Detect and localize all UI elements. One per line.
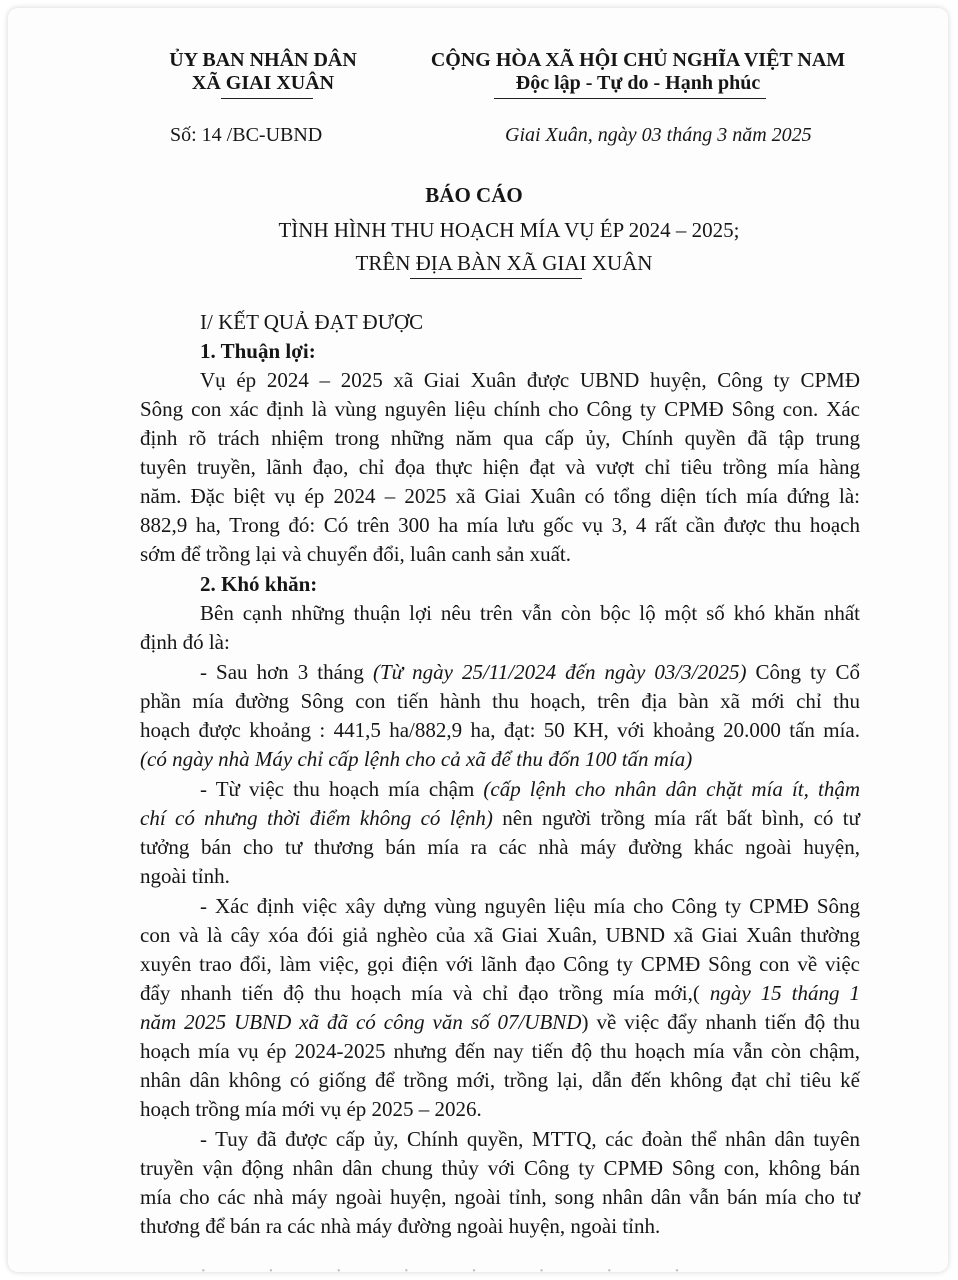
paragraph-line: năm. Đặc biệt vụ ép 2024 – 2025 xã Giai Xuân có tổng diện tích mía đứng là: (140, 484, 860, 508)
bullet-1-dates: (Từ ngày 25/11/2024 đến ngày 03/3/2025) (372, 660, 747, 684)
bullet-1-prefix: - Sau hơn 3 tháng (200, 660, 373, 684)
motto-underline (494, 98, 766, 99)
bullet-2-line-2 (140, 804, 860, 833)
paragraph-line: thương để bán ra các nhà máy đường ngoài huyện, ngoài tỉnh. (140, 1214, 661, 1238)
title-underline (410, 278, 582, 279)
issuer-underline (221, 98, 313, 99)
document-number: Số: 14 /BC-UBND (170, 124, 323, 146)
bullet-2-prefix: - Từ việc thu hoạch mía chậm (200, 777, 484, 801)
paragraph-line: nhân dân không có giống để trồng mới, trồng lại, dẫn đến không đạt chỉ tiêu kế (140, 1068, 860, 1092)
paragraph-line: định đó là: (140, 630, 230, 654)
subheading-advantages: 1. Thuận lợi: (200, 339, 316, 363)
paragraph-line: 882,9 ha, Trong đó: Có trên 300 ha mía lưu gốc vụ 3, 4 rất cần được thu hoạch (140, 513, 860, 537)
bullet-1-line-1 (200, 658, 860, 687)
section-heading: I/ KẾT QUẢ ĐẠT ĐƯỢC (200, 310, 424, 334)
paragraph-line: tưởng bán cho tư thương bán mía ra các nhà máy đường khác ngoài huyện, (140, 835, 860, 859)
paragraph-line: - Xác định việc xây dựng vùng nguyên liệu mía cho Công ty CPMĐ Sông (200, 894, 860, 918)
bullet-3-line-4 (140, 979, 860, 1008)
bullet-3-italic-cont: năm 2025 UBND xã đã có công văn số 07/UBND (140, 1010, 582, 1034)
bullet-2-italic: (cấp lệnh cho nhân dân chặt mía ít, thậm (483, 777, 860, 801)
paragraph-line: sớm để trồng lại và chuyển đổi, luân canh sản xuất. (140, 542, 571, 566)
bullet-2-italic-cont: chí có nhưng thời điểm không có lệnh) (140, 806, 493, 830)
paragraph-line: Vụ ép 2024 – 2025 xã Giai Xuân được UBND huyện, Công ty CPMĐ (200, 368, 860, 392)
issuer-name: ỦY BAN NHÂN DÂN (169, 49, 357, 71)
cutoff-text-fragment: · · · · · · · · (200, 1260, 709, 1272)
paragraph-line: (có ngày nhà Máy chỉ cấp lệnh cho cả xã để thu đốn 100 tấn mía) (140, 747, 693, 771)
national-title: CỘNG HÒA XÃ HỘI CHỦ NGHĨA VIỆT NAM (430, 49, 846, 71)
bullet-3-line-5 (140, 1008, 860, 1037)
paragraph-line: phần mía đường Sông con tiến hành thu hoạch, trên địa bàn xã mới chỉ thu (140, 689, 860, 713)
issuer-commune: XÃ GIAI XUÂN (191, 72, 335, 94)
bullet-2-suffix: nên người trồng mía rất bất bình, có tư (492, 806, 860, 830)
paragraph-line: - Tuy đã được cấp ủy, Chính quyền, MTTQ, các đoàn thể nhân dân tuyên (200, 1127, 860, 1151)
report-subtitle-1: TÌNH HÌNH THU HOẠCH MÍA VỤ ÉP 2024 – 2025; (278, 218, 740, 242)
paragraph-line: con và là cây xóa đói giả nghèo của xã Giai Xuân, UBND xã Giai Xuân thường (140, 923, 860, 947)
paragraph-line: Sông con xác định là vùng nguyên liệu chính cho Công ty CPMĐ Sông con. Xác (140, 397, 860, 421)
paragraph-line: xuyên trao đổi, làm việc, gọi điện với lãnh đạo Công ty CPMĐ Sông con về việc (140, 952, 860, 976)
place-date: Giai Xuân, ngày 03 tháng 3 năm 2025 (505, 124, 812, 146)
report-subtitle-2: TRÊN ĐỊA BÀN XÃ GIAI XUÂN (355, 251, 653, 275)
paragraph-line: hoạch trồng mía mới vụ ép 2025 – 2026. (140, 1097, 482, 1121)
paragraph-line: Bên cạnh những thuận lợi nêu trên vẫn còn bộc lộ một số khó khăn nhất (200, 601, 860, 625)
bullet-2-line-1 (200, 775, 860, 804)
paragraph-line: hoạch được khoảng : 441,5 ha/882,9 ha, đạt: 50 KH, với khoảng 20.000 tấn mía. (140, 718, 860, 742)
document-page (8, 8, 948, 1272)
paragraph-line: định rõ trách nhiệm trong những năm qua cấp ủy, Chính quyền đã tập trung (140, 426, 860, 450)
paragraph-line: tuyên truyền, lãnh đạo, chỉ đọa thực hiện đạt và vượt chỉ tiêu trồng mía hàng (140, 455, 860, 479)
paragraph-line: ngoài tỉnh. (140, 864, 230, 888)
bullet-1-suffix: Công ty Cổ (746, 660, 860, 684)
paragraph-line: mía cho các nhà máy ngoài huyện, ngoài tỉnh, song nhân dân vẫn bán mía cho tư (140, 1185, 860, 1209)
report-title: BÁO CÁO (425, 183, 523, 207)
bullet-3-italic: ngày 15 tháng 1 (699, 981, 860, 1005)
bullet-3-prefix: đẩy nhanh tiến độ thu hoạch mía và chỉ đạo trồng mía mới,( (140, 981, 700, 1005)
bullet-3-suffix: ) về việc đẩy nhanh tiến độ thu (581, 1010, 860, 1034)
national-motto: Độc lập - Tự do - Hạnh phúc (515, 72, 761, 94)
paragraph-line: truyền vận động nhân dân chung thủy với Công ty CPMĐ Sông con, không bán (140, 1156, 860, 1180)
subheading-difficulties: 2. Khó khăn: (200, 572, 318, 596)
paragraph-line: hoạch mía vụ ép 2024-2025 nhưng đến nay tiến độ thu hoạch mía vẫn còn chậm, (140, 1039, 860, 1063)
